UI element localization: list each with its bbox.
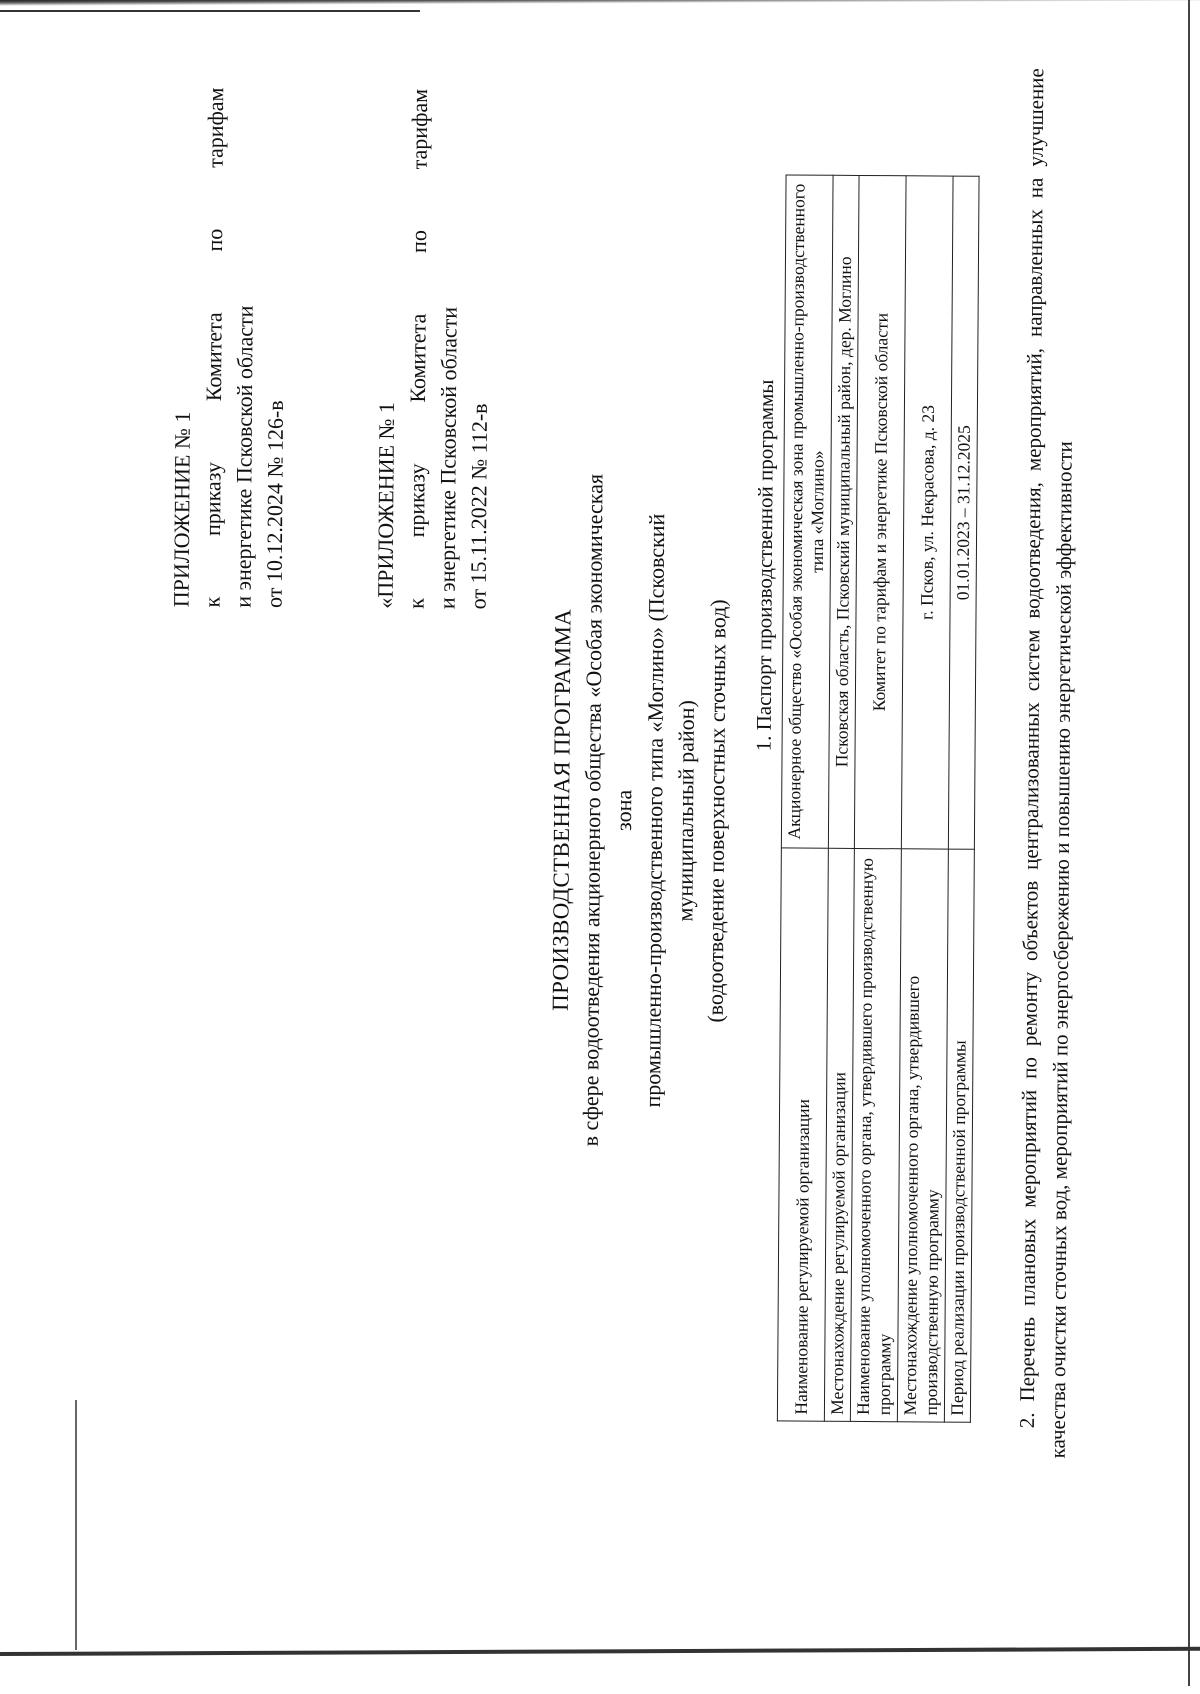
appendix-word: приказу [200,461,226,537]
appendix-current-line3: и энергетике Псковской области [230,305,258,608]
appendix-original [370,88,497,610]
program-title-line4: (водоотведение поверхностных сточных вод) [702,599,731,1023]
passport-value: Псковская область, Псковский муниципальный район, дер. Моглино [828,175,859,848]
appendix-word: к [199,596,225,608]
appendix-current-heading: ПРИЛОЖЕНИЕ № 1 [168,411,195,608]
section1-title: 1. Паспорт производственной программы [751,379,779,752]
appendix-word: по [202,228,228,252]
program-title [544,470,735,1151]
appendix-word: тарифам [202,87,229,168]
passport-table [777,174,980,1422]
appendix-current [166,87,293,608]
appendix-current-line4: от 10.12.2024 № 126-в [261,400,288,608]
passport-label: Наименование регулируемой организации [777,848,828,1421]
program-title-line2: в сфере водоотведения акционерного общества «Особая экономическая зона [577,473,637,1147]
section2-paragraph [1012,68,1084,1458]
appendix-original-heading: «ПРИЛОЖЕНИЕ № 1 [372,401,399,609]
appendix-word: приказу [404,463,430,538]
section2-text: 2. Перечень плановых мероприятий по ремонту объектов централизованных систем водоотведения, мероприятий, направленных на улучшение качества очистки сточных вод, мероприятий по энергосбережению и повышению энергетической эффективности [1014,68,1077,1459]
appendix-word: Комитета [404,313,431,403]
passport-value: 01.01.2023 – 31.12.2025 [948,176,979,849]
program-title-line3: промышленно-производственного типа «Моглино» (Псковский муниципальный район) [640,513,699,1108]
appendix-original-line3: и энергетике Псковской области [434,306,462,610]
appendix-word: к [403,598,429,609]
passport-label: Наименование уполномоченного органа, утвердившего производственную программу [850,848,901,1421]
appendix-word: тарифам [406,88,433,170]
appendix-word: по [406,230,432,253]
appendix-word: Комитета [200,312,227,402]
passport-label: Местонахождение регулируемой организации [824,848,854,1421]
passport-value: Акционерное общество «Особая экономическая зона промышленно-производственного типа «Моглино» [781,175,833,848]
appendix-original-line4: от 15.11.2022 № 112-в [465,403,492,610]
appendix-current-line2 [197,87,232,607]
passport-value: Комитет по тарифам и энергетике Псковской области [854,175,906,848]
passport-label: Местонахождение уполномоченного органа, утвердившего производственную программу [897,849,948,1422]
passport-value: г. Псков, ул. Некрасова, д. 23 [901,176,953,849]
passport-label: Период реализации производственной программы [944,849,974,1422]
appendix-original-line2 [401,89,436,609]
program-title-main: ПРОИЗВОДСТВЕННАЯ ПРОГРАММА [547,608,576,1011]
